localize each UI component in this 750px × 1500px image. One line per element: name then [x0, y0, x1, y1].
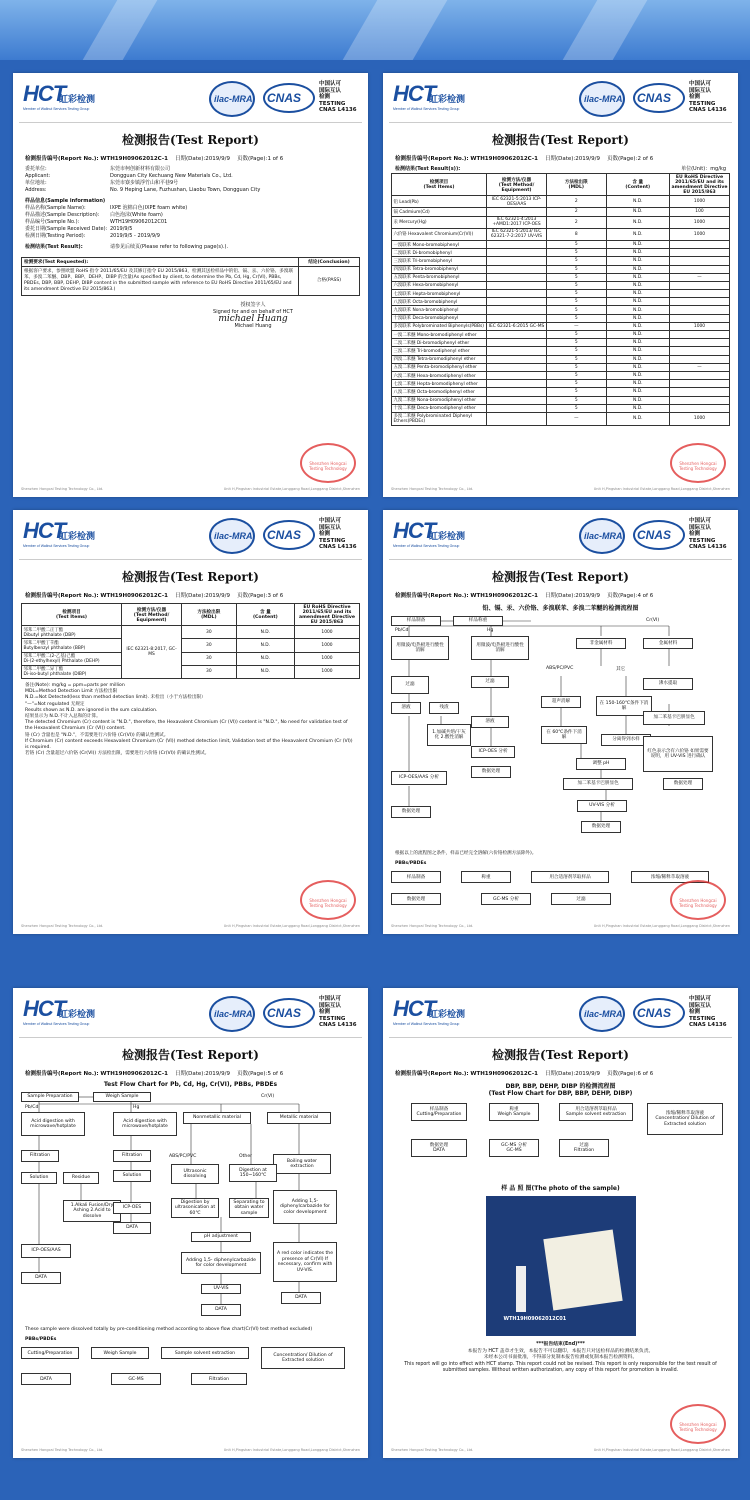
flow-box: ICP-OES/AAS 分析 [391, 771, 447, 785]
flow-box: 浓缩/稀释萃取溶液 Concentration/ Dilution of Extracted solution [647, 1103, 723, 1135]
cnas-logo: CNAS [633, 83, 685, 113]
end-statement: ***报告结束(End)*** 本报告为 HCT 盖章才生效，本报告不可以翻印，本报告只对送检样品的检测结果负责。 未经本公司书面批准，不得部分复制本报告检测或复制本报告检测资料。 This report will go into effect with HCT stamp. This report could not be revised. This report is only responsible for the test result of submitted samples. Without written authorization, any copy of this report for promotion is invalid. [404, 1342, 717, 1373]
report-page-5: HCT 虹彩检测 Member of Wallnut Services Testing Group ilac-MRA CNAS 中国认可 国际互认 检测 TESTING CNAS L4136 检测报告(Test Report) 检测报告编号(Report No.): WTH19H09062012C-1 日期(Date):2019/9/9 页数(Page):5 of 6 Test Flow Chart for Pb, Cd, Hg, Cr(VI), PBBs, PBDEs Sample Preparation Weigh Sample Pb/Cd Hg Cr(VI) Acid digestion with microwave/hotplate Acid digestion with microwave/hotplate Nonmetallic material Metallic material Filtration Filtration ABS/PC/PVC Other Boiling water extraction Solution Residue Solution Ultrasonic dissolving Digestion at 150~160℃ Adding 1,5-diphenylcarbazide for color development Digestion by ultrasonication at 60℃ Separating to obtain water sample 1.Alkali Fusion/Dry Ashing 2.Acid to dissolve ICP-OES DATA pH adjustment A red color indicates the presence of Cr(VI) If necessary, confirm with UV-VIS. ICP-OES/AAS Adding 1,5- diphenylcarbazide for color development DATA UV-VIS DATA DATA These sample were dissolved totally by pre-conditioning method according to above flow chart(Cr(VI) test method excluded) PBBs/PBDEs Cutting/Preparation Weigh Sample Sample solvent extraction Concentration/ Dilution of Extracted solution Filtration GC-MS DATA Shenzhen Hongcai Testing Technology Co., Ltd. Unit H,Pingshan Industrial Estate,Longgang Road,Longgang District,Shenzhen [13, 988, 368, 1458]
flow-box: 在 150-160℃条件下消解 [596, 696, 652, 716]
cnas-text: 中国认可 国际互认 检测 TESTING CNAS L4136 [689, 81, 727, 113]
flow-box: pH adjustment [191, 1232, 251, 1242]
page-footer: Shenzhen Hongcai Testing Technology Co., Ltd. Unit H,Pingshan Industrial Estate,Longgang Road,Longgang District,Shenzhen [21, 487, 360, 491]
page-header [19, 988, 362, 1038]
flow-box: 样品制备 Cutting/Preparation [411, 1103, 467, 1121]
ruler [516, 1266, 526, 1312]
flow-box: 数据处理 [581, 821, 621, 833]
sample-photo [486, 1196, 636, 1336]
signature-block: 授权签字人 Signed for and on behalf of HCT michael Huang Michael Huang [203, 302, 303, 330]
report-page-2: HCT 虹彩检测 Member of Wallnut Services Testing Group ilac-MRA CNAS 中国认可 国际互认 检测 TESTING CNAS L4136 检测报告(Test Report) 检测报告编号(Report No.): WTH19H09062012C-1 日期(Date):2019/9/9 页数(Page):2 of 6 检测结果(Test Result(s)): 单位(Unit)：mg/kg 检测项目 (Test Items) 检测方法/仪器 (Test Method/ Equipment) 方法检出限 (MDL) 含 量 (Content) EU RoHS Directive 2011/65/EU and its amendment Directive EU 2015/863 铅 Lead(Pb) IEC 62321-5:2013 ICP-OES/AAS 2 N.D. 1000 镉 Cadmium(Cd) 2 N.D. 100 汞 Mercury(Hg) IEC 62321-4:2013 +AMD1:2017 ICP-OES 2 N.D. 1000 六价铬 Hexavalent Chromium(Cr(VI)) IEC 62321-5:2013/ IEC 62321-7-2:2017 UV-VIS 8 N.D. 1000 一溴联苯 Mono-bromobiphenyl 5 N.D. 二溴联苯 Di-bromobiphenyl 5 N.D. 三溴联苯 Tri-bromobiphenyl 5 N.D. 四溴联苯 Tetra-bromobiphenyl 5 N.D. 五溴联苯 Penta-bromobiphenyl 5 N.D. — 六溴联苯 Hexa-bromobiphenyl 5 N.D. 七溴联苯 Hepta-bromobiphenyl 5 N.D. 八溴联苯 Octa-bromobiphenyl 5 N.D. 九溴联苯 Nona-bromobiphenyl 5 N.D. 十溴联苯 Deca-bromobiphenyl 5 N.D. 多溴联苯 Polybrominated Biphenyls(PBBs) IEC 62321-6:2015 GC-MS — N.D. 1000 一溴二苯醚 Mono-bromodiphenyl ether 5 N.D. 二溴二苯醚 Di-bromodiphenyl ether 5 N.D. 三溴二苯醚 Tri-bromodiphenyl ether 5 N.D. 四溴二苯醚 Tetra-bromodiphenyl ether 5 N.D. 五溴二苯醚 Penta-bromodiphenyl ether 5 N.D. — 六溴二苯醚 Hexa-bromodiphenyl ether 5 N.D. 七溴二苯醚 Hepta-bromodiphenyl ether 5 N.D. 八溴二苯醚 Octa-bromodiphenyl ether 5 N.D. 九溴二苯醚 Nona-bromodiphenyl ether 5 N.D. 十溴二苯醚 Deca-bromodiphenyl ether 5 N.D. 多溴二苯醚 Polybrominated Diphenyl Ethers(PBDEs) — N.D. 1000 Shenzhen Hongcai Testing Technology Shenzhen Hongcai Testing Technology Co., Ltd. Unit H,Pingshan Industrial Estate,Longgang Road,Longgang District,Shenzhen [383, 73, 738, 497]
page-title: 检测报告(Test Report) [122, 133, 259, 147]
page-title: 检测报告(Test Report) [492, 133, 629, 147]
test-result-label: 检测结果(Test Result): [25, 244, 83, 250]
flow-box: Weigh Sample [91, 1347, 149, 1359]
ilac-mra-logo: ilac-MRA [209, 81, 255, 117]
phthalate-flow [391, 1103, 730, 1163]
ilac-mra-logo: ilac-MRA [209, 518, 255, 554]
page-header [389, 510, 732, 560]
cnas-text: 中国认可 国际互认 检测 TESTING CNAS L4136 [319, 81, 357, 113]
flow-box: DATA [21, 1373, 71, 1385]
report-page-3 [13, 510, 368, 934]
cnas-logo: CNAS [633, 520, 685, 550]
flow-box: Sample Preparation [21, 1092, 79, 1102]
company-seal: Shenzhen Hongcai Testing Technology [300, 880, 356, 920]
flow-box: 溶液 [471, 716, 509, 728]
page-footer: Shenzhen Hongcai Testing Technology Co., Ltd. Unit H,Pingshan Industrial Estate,Longgang Road,Longgang District,Shenzhen [21, 924, 360, 928]
flow-box: 数据处理 [391, 893, 441, 905]
hct-logo: HCT 虹彩检测 Member of Wallnut Services Testing Group [23, 518, 96, 548]
page-title: 检测报告(Test Report) [122, 1048, 259, 1062]
cnas-text: 中国认可 国际互认 检测 TESTING CNAS L4136 [689, 996, 727, 1028]
flow-chart-en: Sample Preparation Weigh Sample Pb/Cd Hg Cr(VI) Acid digestion with microwave/hotplate Acid digestion with microwave/hotplate Nonmetallic material Metallic material Filtration Filtration ABS/PC/PVC Other Boiling water extraction Solution Residue Solution Ultrasonic dissolving Digestion at 150~160℃ Adding 1,5-diphenylcarbazide for color development Digestion by ultrasonication at 60℃ Separating to obtain water sample 1.Alkali Fusion/Dry Ashing 2.Acid to dissolve ICP-OES DATA pH adjustment A red color indicates the presence of Cr(VI) If necessary, confirm with UV-VIS. ICP-OES/AAS Adding 1,5- diphenylcarbazide for color development DATA UV-VIS DATA DATA [21, 1092, 360, 1327]
table-row: 一溴二苯醚 Mono-bromodiphenyl ether 5 N.D. [392, 331, 730, 339]
hct-logo: HCT 虹彩检测 Member of Wallnut Services Testing Group [393, 996, 466, 1026]
table-row: 五溴联苯 Penta-bromobiphenyl 5 N.D. — [392, 273, 730, 281]
hct-logo: HCT 虹彩检测 Member of Wallnut Services Testing Group [23, 81, 96, 111]
flow-box: A red color indicates the presence of Cr(VI) If necessary, confirm with UV-VIS. [273, 1242, 337, 1282]
flow-box: 用合适溶剂萃取样品 Sample solvent extraction [559, 1103, 633, 1121]
ilac-mra-logo: ilac-MRA [579, 81, 625, 117]
table-row: 邻苯二甲酸丁苄酯 Butylbenzyl phthalate (BBP) 30 N.D. 1000 [22, 639, 360, 652]
flow-box: Solution [113, 1170, 151, 1182]
hct-logo: HCT 虹彩检测 Member of Wallnut Services Testing Group [393, 81, 466, 111]
company-seal: Shenzhen Hongcai Testing Technology [300, 443, 356, 483]
flow-chart-cn: 样品制备 样品称重 Pb/Cd Hg Cr(VI) 用微波/电热板进行酸性消解 用微波/电热板进行酸性消解 非金属材料 金属材料 过滤 过滤 ABS/PC/PVC 其它 沸水提取 超声消解 在 150-160℃条件下消解 溶液 残渣 溶液 加二苯基卡巴肼显色 在 60℃条件下消解 分离得到水样 1.加碱共熔/干灰化 2.酸性消解 ICP-OES 分析 红色表示含有六价铬 如果需要说明，用 UV-VIS 进行确认 调整 pH 数据处理 加二苯基卡巴肼显色 ICP-OES/AAS 分析 数据处理 UV-VIS 分析 数据处理 数据处理 [391, 616, 730, 851]
flow-box: 过滤 [391, 676, 429, 694]
report-info-line: 检测报告编号(Report No.): WTH19H09062012C-1 日期(Date):2019/9/9 页数(Page):4 of 6 [395, 593, 654, 599]
hct-logo: HCT 虹彩检测 Member of Wallnut Services Testing Group [23, 996, 96, 1026]
foam-sample [543, 1229, 622, 1310]
photo-title: 样 品 照 图(The photo of the sample) [501, 1185, 620, 1192]
cnas-text: 中国认可 国际互认 检测 TESTING CNAS L4136 [319, 518, 357, 550]
phthalate-table: 检测项目 (Test Items) 检测方法/仪器 (Test Method/ Equipment) 方法检出限 (MDL) 含 量 (Content) EU RoHS Directive 2011/65/EU and its amendment Directive EU 2015/863 邻苯二甲酸二正丁酯 Dibutyl phthalate (DBP) IEC 62321-8:2017, GC-MS 30 N.D. 1000 邻苯二甲酸丁苄酯 Butylbenzyl phthalate (BBP) 30 N.D. 1000 邻苯二甲酸二(2-乙基)己酯 Di-(2-ethylhexyl) Phthalate (DEHP) 30 N.D. 1000 邻苯二甲酸二异丁酯 Di-iso-butyl phthalate (DIBP) 30 N.D. 1000 [21, 603, 360, 679]
cnas-text: 中国认可 国际互认 检测 TESTING CNAS L4136 [689, 518, 727, 550]
table-row: 十溴联苯 Deca-bromobiphenyl 5 N.D. [392, 314, 730, 322]
flow-box: GC-MS 分析 [481, 893, 531, 905]
signature: michael Huang [218, 314, 288, 324]
sample-info-header: 样品信息(Sample information) [25, 198, 106, 204]
flow-box: 数据处理 DATA [411, 1139, 467, 1157]
page-header [19, 510, 362, 560]
sample-tag: WTH19H09062012C01 [503, 1316, 567, 1322]
cnas-text: 中国认可 国际互认 检测 TESTING CNAS L4136 [319, 996, 357, 1028]
table-row: 多溴联苯 Polybrominated Biphenyls(PBBs) IEC 62321-6:2015 GC-MS — N.D. 1000 [392, 322, 730, 330]
report-info-line: 检测报告编号(Report No.): WTH19H09062012C-1 日期(Date):2019/9/9 页数(Page):3 of 6 [25, 593, 284, 599]
flow-box: 加二苯基卡巴肼显色 [563, 778, 633, 790]
company-seal: Shenzhen Hongcai Testing Technology [670, 880, 726, 920]
flow-chart-title: DBP, BBP, DEHP, DIBP 的检测流程图 (Test Flow Chart for DBP, BBP, DEHP, DIBP) [488, 1083, 633, 1097]
result-header: 检测结果(Test Result(s)): [395, 166, 461, 172]
cnas-logo: CNAS [633, 998, 685, 1028]
flow-note: 根据以上的流程图之条件，样品已经完全溶解(六价铬检测方法除外)。 [395, 851, 537, 856]
flow-box: 样品制备 [391, 871, 441, 883]
flow-box: 称重 [461, 871, 511, 883]
table-row: 镉 Cadmium(Cd) 2 N.D. 100 [392, 208, 730, 216]
flow-box: ICP-OES/AAS [21, 1244, 71, 1258]
flow-box: 用微波/电热板进行酸性消解 [471, 636, 529, 660]
flow-box: DATA [201, 1304, 241, 1316]
flow-box: 过滤 [551, 893, 611, 905]
flow-box: 数据处理 [471, 766, 511, 778]
flow-box: 过滤 Filtration [559, 1139, 609, 1157]
flow-box: 沸水提取 [643, 678, 693, 690]
flow-box: 调整 pH [576, 758, 626, 770]
page-header [19, 73, 362, 123]
flow-box: Nonmetallic material [183, 1112, 251, 1124]
table-row: 六溴联苯 Hexa-bromobiphenyl 5 N.D. [392, 281, 730, 289]
flow-box: Weigh Sample [93, 1092, 151, 1102]
flow-chart-title: 铅、镉、汞、六价铬、多溴联苯、多溴二苯醚的检测流程图 [482, 605, 639, 612]
company-seal: Shenzhen Hongcai Testing Technology [670, 443, 726, 483]
flow-box: 过滤 [471, 676, 509, 688]
flow-box: 在 60℃条件下消解 [541, 726, 587, 744]
flow-box: 样品制备 [391, 616, 441, 626]
table-row: 八溴联苯 Octa-bromobiphenyl 5 N.D. [392, 298, 730, 306]
flow-box: Sample solvent extraction [161, 1347, 249, 1359]
flow-box: DATA [21, 1272, 61, 1284]
flow-box: ICP-OES 分析 [471, 746, 515, 758]
table-row: 六价铬 Hexavalent Chromium(Cr(VI)) IEC 62321-5:2013/ IEC 62321-7-2:2017 UV-VIS 8 N.D. 1000 [392, 228, 730, 240]
page-footer: Shenzhen Hongcai Testing Technology Co., Ltd. Unit H,Pingshan Industrial Estate,Longgang Road,Longgang District,Shenzhen [391, 924, 730, 928]
table-row: 十溴二苯醚 Deca-bromodiphenyl ether 5 N.D. [392, 404, 730, 412]
notes: 备注(Note): mg/kg = ppm=parts per million MDL=Method Detection Limit 方法检出限 N.D.=Not Detected(less than method detection limit). 未检出（小于方法检出限） "—"=Not regulated 无规定 Results shown as N.D. are ignored in the sum calculation. 结果显示为 N.D.不计入总和的计算。 The detected Chromium (Cr) content is "N.D.", therefore, the Hexavalent Chromium (Cr (VI)) content is "N.D.", No need for validation test of the Hexavalent Chromium (Cr (VI)) content. 铬 (Cr) 含量也是 "N.D."，不需要进行六价铬 (Cr(VI)) 的确认性测试。 If Chromium (Cr) content exceeds Hexavalent Chromium (Cr (VI)) method detection limit, Validation test of the Hexavalent Chromium (Cr (VI)) is required. 若铬 (Cr) 含量超过六价铬 (Cr(VI)) 方法检出限，需要进行六价铬 (Cr(VI)) 的确认性测试。 [25, 682, 353, 757]
flow-chart-title: Test Flow Chart for Pb, Cd, Hg, Cr(VI), PBBs, PBDEs [103, 1081, 278, 1088]
report-page-1 [13, 73, 368, 497]
page-title: 检测报告(Test Report) [492, 1048, 629, 1062]
table-row: 多溴二苯醚 Polybrominated Diphenyl Ethers(PBDEs) — N.D. 1000 [392, 412, 730, 425]
report-info-line: 检测报告编号(Report No.): WTH19H09062012C-1 日期(Date):2019/9/9 页数(Page):6 of 6 [395, 1071, 654, 1077]
table-row: 七溴二苯醚 Hepta-bromodiphenyl ether 5 N.D. [392, 380, 730, 388]
table-row: 二溴二苯醚 Di-bromodiphenyl ether 5 N.D. [392, 339, 730, 347]
page-title: 检测报告(Test Report) [122, 570, 259, 584]
flow-box: 1.Alkali Fusion/Dry Ashing 2.Acid to dissolve [63, 1200, 121, 1222]
flow-box: UV-VIS [201, 1284, 241, 1294]
flow-box: 数据处理 [391, 806, 431, 818]
flow-box: 超声消解 [541, 696, 581, 708]
flow-box: Metallic material [267, 1112, 331, 1124]
flow-box: 用合适溶剂萃取样品 [531, 871, 609, 883]
cnas-logo: CNAS [263, 520, 315, 550]
flow-box: Acid digestion with microwave/hotplate [21, 1112, 85, 1136]
flow-box: 浓缩/稀释萃取溶液 [631, 871, 709, 883]
report-info-line: 检测报告编号(Report No.): WTH19H09062012C-1 日期(Date):2019/9/9 页数(Page):2 of 6 [395, 156, 654, 162]
table-row: 五溴二苯醚 Penta-bromodiphenyl ether 5 N.D. — [392, 363, 730, 371]
pbb-flow-en [21, 1347, 360, 1397]
flow-box: 加二苯基卡巴肼显色 [643, 711, 705, 725]
flow-box: 数据处理 [663, 778, 703, 790]
hct-logo: HCT 虹彩检测 Member of Wallnut Services Testing Group [393, 518, 466, 548]
table-row: 汞 Mercury(Hg) IEC 62321-4:2013 +AMD1:2017 ICP-OES 2 N.D. 1000 [392, 216, 730, 228]
table-row: 铅 Lead(Pb) IEC 62321-5:2013 ICP-OES/AAS 2 N.D. 1000 [392, 196, 730, 208]
page-footer: Shenzhen Hongcai Testing Technology Co., Ltd. Unit H,Pingshan Industrial Estate,Longgang Road,Longgang District,Shenzhen [391, 487, 730, 491]
flow-box: GC-MS [111, 1373, 161, 1385]
conclusion-box: 检测要求(Test Requested): 根据客户要求，参照欧盟 RoHS 指令 2011/65/EU 及其修订指令 EU 2015/863，检测其送检样品中的铅、镉、汞、六价铬、多溴联苯、多溴二苯醚、DBP、BBP、DEHP、DIBP 的含量(As specified by client, to determine the Pb, Cd, Hg, Cr(VI), PBBs, PBDEs, DBP, BBP, DEHP, DIBP content in the submitted sample with reference to EU RoHS Directive 2011/65/EU and its amendment Directive EU 2015/863.) 结论(Conclusion) 合格(PASS) [21, 257, 360, 296]
table-row: 七溴联苯 Hepta-bromobiphenyl 5 N.D. [392, 290, 730, 298]
report-page-6 [383, 988, 738, 1458]
flow-box: UV-VIS 分析 [577, 800, 627, 812]
table-row: 二溴联苯 Di-bromobiphenyl 5 N.D. [392, 249, 730, 257]
page-title: 检测报告(Test Report) [492, 570, 629, 584]
page-header [389, 988, 732, 1038]
table-row: 四溴联苯 Tetra-bromobiphenyl 5 N.D. [392, 265, 730, 273]
flow-box: 称重 Weigh Sample [489, 1103, 539, 1121]
table-row: 六溴二苯醚 Hexa-bromodiphenyl ether 5 N.D. [392, 371, 730, 379]
flow-box: Digestion by ultrasonication at 60℃ [171, 1198, 219, 1218]
page-header [389, 73, 732, 123]
flow-box: Cutting/Preparation [21, 1347, 79, 1359]
flow-box: 残渣 [429, 702, 459, 714]
report-info-line: 检测报告编号(Report No.): WTH19H09062012C-1 日期(Date):2019/9/9 页数(Page):1 of 6 [25, 156, 284, 162]
flow-box: 1.加碱共熔/干灰化 2.酸性消解 [427, 724, 471, 746]
flow-box: 样品称重 [453, 616, 503, 626]
table-row: 邻苯二甲酸二正丁酯 Dibutyl phthalate (DBP) IEC 62321-8:2017, GC-MS 30 N.D. 1000 [22, 626, 360, 639]
flow-box: Acid digestion with microwave/hotplate [113, 1112, 177, 1136]
table-row: 四溴二苯醚 Tetra-bromodiphenyl ether 5 N.D. [392, 355, 730, 363]
company-seal: Shenzhen Hongcai Testing Technology [670, 1404, 726, 1444]
ilac-mra-logo: ilac-MRA [209, 996, 255, 1032]
flow-box: DATA [113, 1222, 151, 1234]
flow-box: GC-MS 分析 GC-MS [489, 1139, 539, 1157]
table-row: 九溴联苯 Nona-bromobiphenyl 5 N.D. [392, 306, 730, 314]
table-row: 邻苯二甲酸二(2-乙基)己酯 Di-(2-ethylhexyl) Phthalate (DEHP) 30 N.D. 1000 [22, 652, 360, 665]
report-info-line: 检测报告编号(Report No.): WTH19H09062012C-1 日期(Date):2019/9/9 页数(Page):5 of 6 [25, 1071, 284, 1077]
table-row: 九溴二苯醚 Nona-bromodiphenyl ether 5 N.D. [392, 396, 730, 404]
flow-box: DATA [281, 1292, 321, 1304]
flow-box: 分离得到水样 [601, 734, 651, 746]
flow-box: 用微波/电热板进行酸性消解 [391, 636, 449, 660]
flow-box: Separating to obtain water sample [229, 1198, 269, 1218]
flow-box: Concentration/ Dilution of Extracted solution [261, 1347, 345, 1369]
flow-box: ICP-OES [113, 1202, 151, 1214]
flow-box: Adding 1,5-diphenylcarbazide for color development [273, 1190, 337, 1224]
flow-box: 溶液 [391, 702, 421, 714]
cnas-logo: CNAS [263, 83, 315, 113]
flow-box: 红色表示含有六价铬 如果需要说明，用 UV-VIS 进行确认 [643, 736, 713, 772]
applicant-info: 委托单位: 东莞市柯创新材料有限公司 Applicant: Dongguan City Kechuang New Materials Co., Ltd. 单位地址: 东莞市寮步镇浮竹山和平巷9号 Address: No. 9 Heping Lane, Fuzhushan, Liaobu Town, Dongguan City 样品信息(Sample information) 样品名称(Sample Name): IXPE 泡棉白色(IXPE foam white) 样品描述(Sample Description): 白色泡沫(White foam) 样品编号(Sample No.): WTH19H09062012C01 委托日期(Sample Received Date): 2019/9/5 检测日期(Testing Period): 2019/9/5 - 2019/9/9 检测结果(Test Result): 请参见后续页(Please refer to following page(s).). [25, 166, 261, 250]
ilac-mra-logo: ilac-MRA [579, 996, 625, 1032]
report-page-4: HCT 虹彩检测 Member of Wallnut Services Testing Group ilac-MRA CNAS 中国认可 国际互认 检测 TESTING CNAS L4136 检测报告(Test Report) 检测报告编号(Report No.): WTH19H09062012C-1 日期(Date):2019/9/9 页数(Page):4 of 6 铅、镉、汞、六价铬、多溴联苯、多溴二苯醚的检测流程图 样品制备 样品称重 Pb/Cd Hg Cr(VI) 用微波/电热板进行酸性消解 用微波/电热板进行酸性消解 非金属材料 金属材料 过滤 过滤 ABS/PC/PVC 其它 沸水提取 超声消解 在 150-160℃条件下消解 溶液 残渣 溶液 加二苯基卡巴肼显色 在 60℃条件下消解 分离得到水样 1.加碱共熔/干灰化 2.酸性消解 ICP-OES 分析 红色表示含有六价铬 如果需要说明，用 UV-VIS 进行确认 调整 pH 数据处理 加二苯基卡巴肼显色 ICP-OES/AAS 分析 数据处理 UV-VIS 分析 数据处理 数据处理 根据以上的流程图之条件，样品已经完全溶解(六价铬检测方法除外)。 PBBs/PBDEs 样品制备 称重 用合适溶剂萃取样品 浓缩/稀释萃取溶液 过滤 GC-MS 分析 数据处理 Shenzhen Hongcai Testing Technology Shenzhen Hongcai Testing Technology Co., Ltd. Unit H,Pingshan Industrial Estate,Longgang Road,Longgang District,Shenzhen [383, 510, 738, 934]
flow-box: Filtration [21, 1150, 59, 1162]
table-row: 八溴二苯醚 Octa-bromodiphenyl ether 5 N.D. [392, 388, 730, 396]
table-row: 一溴联苯 Mono-bromobiphenyl 5 N.D. [392, 240, 730, 248]
flow-box: 非金属材料 [576, 638, 626, 649]
flow-box: Adding 1,5- diphenylcarbazide for color development [181, 1252, 261, 1274]
conclusion-value: 合格(PASS) [316, 278, 342, 283]
cnas-logo: CNAS [263, 998, 315, 1028]
table-row: 三溴联苯 Tri-bromobiphenyl 5 N.D. [392, 257, 730, 265]
ilac-mra-logo: ilac-MRA [579, 518, 625, 554]
flow-box: Solution [21, 1172, 57, 1184]
flow-box: Residue [63, 1172, 99, 1184]
flow-box: Boiling water extraction [273, 1154, 331, 1174]
flow-box: 金属材料 [643, 638, 693, 649]
page-footer: Shenzhen Hongcai Testing Technology Co., Ltd. Unit H,Pingshan Industrial Estate,Longgang Road,Longgang District,Shenzhen [21, 1448, 360, 1452]
top-banner [0, 0, 750, 60]
result-table: 检测项目 (Test Items) 检测方法/仪器 (Test Method/ Equipment) 方法检出限 (MDL) 含 量 (Content) EU RoHS Directive 2011/65/EU and its amendment Directive EU 2015/863 铅 Lead(Pb) IEC 62321-5:2013 ICP-OES/AAS 2 N.D. 1000 镉 Cadmium(Cd) 2 N.D. 100 汞 Mercury(Hg) IEC 62321-4:2013 +AMD1:2017 ICP-OES 2 N.D. 1000 六价铬 Hexavalent Chromium(Cr(VI)) IEC 62321-5:2013/ IEC 62321-7-2:2017 UV-VIS 8 N.D. 1000 一溴联苯 Mono-bromobiphenyl 5 N.D. 二溴联苯 Di-bromobiphenyl 5 N.D. 三溴联苯 Tri-bromobiphenyl 5 N.D. 四溴联苯 Tetra-bromobiphenyl 5 N.D. 五溴联苯 Penta-bromobiphenyl 5 N.D. — 六溴联苯 Hexa-bromobiphenyl 5 N.D. 七溴联苯 Hepta-bromobiphenyl 5 N.D. 八溴联苯 Octa-bromobiphenyl 5 N.D. 九溴联苯 Nona-bromobiphenyl 5 N.D. 十溴联苯 Deca-bromobiphenyl 5 N.D. 多溴联苯 Polybrominated Biphenyls(PBBs) IEC 62321-6:2015 GC-MS — N.D. 1000 一溴二苯醚 Mono-bromodiphenyl ether 5 N.D. 二溴二苯醚 Di-bromodiphenyl ether 5 N.D. 三溴二苯醚 Tri-bromodiphenyl ether 5 N.D. 四溴二苯醚 Tetra-bromodiphenyl ether 5 N.D. 五溴二苯醚 Penta-bromodiphenyl ether 5 N.D. — 六溴二苯醚 Hexa-bromodiphenyl ether 5 N.D. 七溴二苯醚 Hepta-bromodiphenyl ether 5 N.D. 八溴二苯醚 Octa-bromodiphenyl ether 5 N.D. 九溴二苯醚 Nona-bromodiphenyl ether 5 N.D. 十溴二苯醚 Deca-bromodiphenyl ether 5 N.D. 多溴二苯醚 Polybrominated Diphenyl Ethers(PBDEs) — N.D. 1000 [391, 173, 730, 426]
flow-box: Ultrasonic dissolving [171, 1164, 219, 1184]
page-footer: Shenzhen Hongcai Testing Technology Co., Ltd. Unit H,Pingshan Industrial Estate,Longgang Road,Longgang District,Shenzhen [391, 1448, 730, 1452]
flow-box: Filtration [113, 1150, 151, 1162]
flow-box: Digestion at 150~160℃ [229, 1164, 277, 1182]
flow-box: Filtration [191, 1373, 247, 1385]
table-row: 邻苯二甲酸二异丁酯 Di-iso-butyl phthalate (DIBP) 30 N.D. 1000 [22, 665, 360, 678]
flow-note: These sample were dissolved totally by pre-conditioning method according to above flow chart(Cr(VI) test method excluded) [25, 1327, 313, 1332]
table-row: 三溴二苯醚 Tri-bromodiphenyl ether 5 N.D. [392, 347, 730, 355]
